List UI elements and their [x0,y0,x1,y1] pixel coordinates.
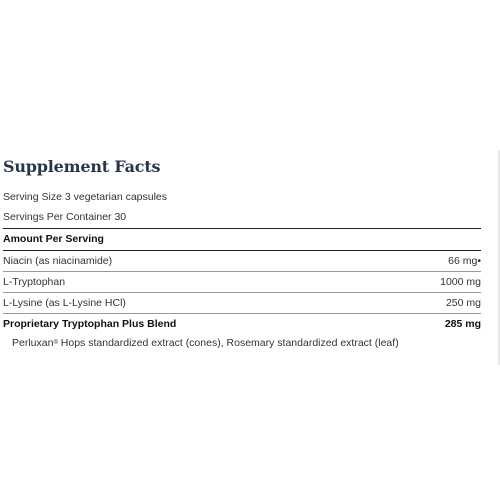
amount-per-serving-header: Amount Per Serving [3,233,104,245]
supplement-facts-panel [3,157,481,354]
ingredient-list: Hops standardized extract (cones), Rosemary standardized extract (leaf) [57,337,399,349]
blend-amount: 285 mg [444,318,481,330]
registered-mark: ® [53,340,58,346]
nutrient-name: L-Lysine (as L-Lysine HCl) [3,297,126,309]
nutrient-row-l-lysine [3,293,481,313]
servings-per-container: Servings Per Container 30 [3,211,127,223]
nutrient-amount: 250 mg [445,297,481,309]
nutrient-row-l-tryptophan [3,272,481,292]
blend-row [3,314,481,334]
supplement-facts-title: Supplement Facts [3,157,161,176]
nutrient-amount: 1000 mg [440,276,481,288]
blend-name: Proprietary Tryptophan Plus Blend [3,318,177,330]
ingredient-brand: Perluxan [12,337,54,349]
serving-size: Serving Size 3 vegetarian capsules [3,191,168,203]
nutrient-amount: 66 mg• [448,255,481,267]
nutrient-row-niacin [3,251,481,271]
blend-ingredients [3,334,481,354]
nutrient-name: Niacin (as niacinamide) [3,255,113,267]
nutrient-name: L-Tryptophan [3,276,66,288]
